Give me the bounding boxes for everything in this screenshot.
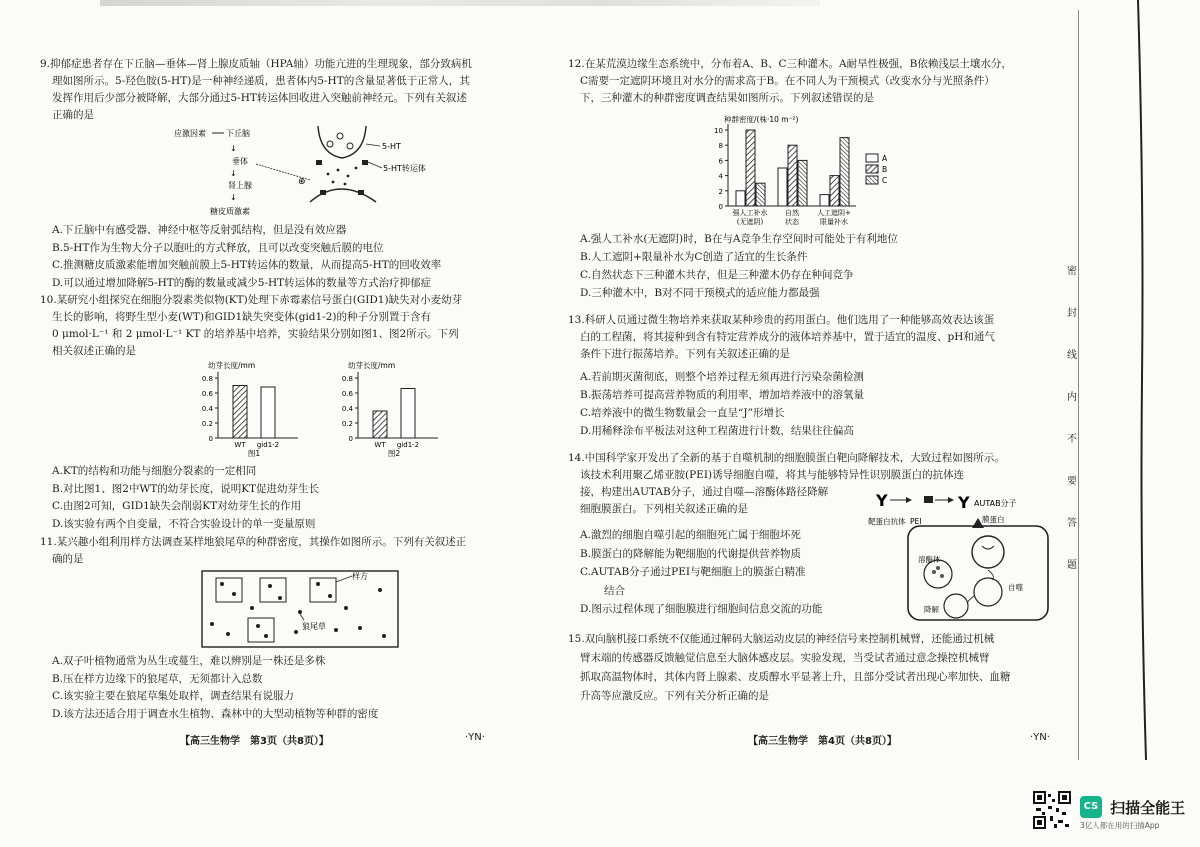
bar bbox=[830, 176, 839, 206]
sample-plot bbox=[202, 571, 398, 647]
label-membrane-protein: 膜蛋白 bbox=[982, 515, 1005, 524]
q13-stem-line: 条件下进行振荡培养。下列有关叙述正确的是 bbox=[580, 348, 790, 360]
chart-title: 图1 bbox=[247, 449, 261, 458]
option-a: A.下丘脑中有感受器、神经中枢等反射弧结构，但是没有效应器 bbox=[52, 224, 347, 236]
option-d: D.用稀释涂布平板法对这种工程菌进行计数，结果往往偏高 bbox=[580, 425, 854, 437]
q13-stem-line: 白的工程菌，将其接种到含有特定营养成分的液体培养基中，置于适宜的温度、pH和通气 bbox=[580, 331, 995, 343]
y-tick-label: 4 bbox=[718, 172, 723, 181]
y-tick-label: 0.6 bbox=[201, 390, 213, 398]
question-13 bbox=[568, 312, 1060, 363]
option-c: C.AUTAB分子通过PEI与靶细胞上的膜蛋白精准 bbox=[580, 566, 806, 578]
quadrat bbox=[260, 578, 286, 602]
q11-options bbox=[52, 653, 542, 723]
option-b: B.压在样方边缘下的狼尾草，无须都计入总数 bbox=[52, 672, 263, 685]
x-tick-label: 自然 bbox=[785, 209, 799, 217]
bar bbox=[788, 145, 797, 206]
y-tick-label: 0.2 bbox=[341, 420, 353, 428]
q12-stem-line: 12.在某荒漠边缘生态系统中，分布着A、B、C三种灌木。A耐旱性极强，B依赖浅层土壤水分， bbox=[568, 58, 1012, 70]
seal-char: 不 bbox=[1067, 434, 1077, 445]
bar bbox=[401, 389, 415, 439]
option-c: C.自然状态下三种灌木共存，但是三种灌木仍存在种间竞争 bbox=[580, 269, 854, 281]
bar bbox=[261, 387, 275, 438]
diagram-label-adrenal: 肾上腺 bbox=[228, 181, 252, 190]
bar bbox=[373, 411, 387, 438]
option-b: B.膜蛋白的降解能为靶细胞的代谢提供营养物质 bbox=[580, 547, 802, 560]
option-d: D.图示过程体现了细胞膜进行细胞间信息交流的功能 bbox=[580, 603, 823, 615]
brand-tagline: 3亿人都在用的扫描App bbox=[1080, 821, 1160, 830]
y-tick-label: 0.8 bbox=[341, 375, 353, 383]
question-10 bbox=[40, 292, 540, 360]
q12-stem-line: 下，三种灌木的种群密度调查结果如图所示。下列叙述错误的是 bbox=[580, 92, 874, 104]
y-tick-label: 0 bbox=[348, 435, 353, 443]
chart-figure-2 bbox=[320, 360, 450, 460]
bar bbox=[798, 160, 807, 206]
seal-char: 答 bbox=[1067, 518, 1077, 529]
diagram-label-transporter: 5-HT转运体 bbox=[383, 164, 426, 173]
option-d: D.该方法还适合用于调查水生植物、森林中的大型动植物等种群的密度 bbox=[52, 707, 379, 720]
q10-options bbox=[52, 463, 542, 533]
y-tick-label: 0.4 bbox=[201, 405, 213, 413]
y-axis-label: 幼芽长度/mm bbox=[348, 361, 396, 370]
label-quadrat: 样方 bbox=[352, 572, 368, 581]
seal-char: 封 bbox=[1067, 308, 1077, 319]
q14-stem-line: 细胞膜蛋白。下列相关叙述正确的是 bbox=[580, 503, 748, 515]
option-b: B.振荡培养可提高营养物质的利用率，增加培养液中的溶氧量 bbox=[580, 389, 865, 401]
bar bbox=[746, 130, 755, 206]
bar bbox=[840, 138, 849, 206]
option-c: C.培养液中的微生物数量会一直呈“J”形增长 bbox=[580, 407, 785, 419]
option-d: D.可以通过增加降解5-HT的酶的数量或减少5-HT转运体的数量等方式治疗抑郁症 bbox=[52, 276, 432, 289]
q14-stem-line: 14.中国科学家开发出了全新的基于自噬机制的细胞膜蛋白靶向降解技术，大致过程如图所示。 bbox=[568, 452, 1005, 464]
legend-label: C bbox=[882, 176, 888, 185]
y-tick-label: 0.6 bbox=[341, 390, 353, 398]
question-11 bbox=[40, 534, 540, 568]
svg-text:↓: ↓ bbox=[230, 193, 237, 202]
legend-label: B bbox=[882, 165, 888, 174]
q9-options bbox=[52, 222, 542, 292]
diagram-label-hypothalamus: 下丘脑 bbox=[226, 129, 250, 138]
x-tick-label: 状态 bbox=[785, 218, 799, 226]
bar bbox=[820, 195, 829, 206]
footer-tag: ·YN· bbox=[465, 732, 485, 743]
y-tick-label: 6 bbox=[718, 157, 723, 166]
svg-text:↓: ↓ bbox=[230, 144, 237, 153]
diagram-label-5ht: 5-HT bbox=[382, 142, 401, 151]
y-tick-label: 2 bbox=[718, 187, 723, 196]
option-d: D.该实验有两个自变量，不符合实验设计的单一变量原则 bbox=[52, 517, 316, 530]
brand-name: 扫描全能王 bbox=[1110, 798, 1186, 817]
chart-title: 图2 bbox=[387, 449, 401, 458]
binding-margin bbox=[1060, 0, 1200, 760]
y-tick-label: 0 bbox=[718, 203, 723, 211]
y-tick-label: 8 bbox=[718, 142, 723, 151]
q11-stem-line: 11.某兴趣小组利用样方法调查某样地狼尾草的种群密度，其操作如图所示。下列有关叙述正 bbox=[40, 536, 467, 548]
q15-stem-line: 升高等应激反应。下列有关分析正确的是 bbox=[580, 690, 769, 702]
label-lysosome: 溶酶体 bbox=[918, 555, 941, 564]
label-degrade: 降解 bbox=[924, 605, 939, 614]
q12-options bbox=[580, 230, 1060, 302]
option-d: D.三种灌木中，B对不同干预模式的适应能力都最强 bbox=[580, 287, 820, 299]
q13-stem-line: 13.科研人员通过微生物培养来获取某种珍贵的药用蛋白。他们选用了一种能够高效表达该蛋 bbox=[568, 314, 995, 326]
quadrat bbox=[310, 578, 336, 602]
page-footer: 【高三生物学 第3页（共8页）】 bbox=[180, 736, 329, 747]
legend-swatch bbox=[866, 165, 878, 173]
y-tick-label: 10 bbox=[714, 127, 723, 135]
bar bbox=[736, 191, 745, 206]
seal-line bbox=[1078, 10, 1079, 760]
label-pei: PEI bbox=[910, 517, 922, 526]
q14-options bbox=[580, 526, 880, 600]
q11-stem-line: 确的是 bbox=[52, 553, 84, 565]
q10-stem-line: 生长的影响，将野生型小麦(WT)和GID1缺失突变体(gid1-2)的种子分别置于含有 bbox=[52, 311, 432, 323]
chart-shrub-density bbox=[708, 114, 908, 234]
postsynaptic-membrane bbox=[310, 189, 376, 202]
legend-label: A bbox=[882, 154, 888, 163]
q15-stem-line: 抓取高温物体时，其体内肾上腺素、皮质醇水平显著上升，且部分受试者出现心率加快、血糖 bbox=[580, 671, 1011, 683]
x-tick-label: WT bbox=[374, 441, 386, 449]
camscanner-brand bbox=[1080, 796, 1185, 831]
svg-text:Y: Y bbox=[876, 494, 888, 510]
label-plant: 狼尾草 bbox=[302, 622, 326, 631]
qr-code-icon bbox=[1032, 790, 1072, 830]
page-footer: 【高三生物学 第4页（共8页）】 bbox=[748, 736, 897, 747]
option-a: A.强人工补水(无遮阴)时，B在与A竞争生存空间时可能处于有利地位 bbox=[580, 233, 898, 245]
binding-curve bbox=[1120, 0, 1180, 760]
seal-char: 要 bbox=[1067, 476, 1077, 487]
label-antibody: 靶蛋白抗体 bbox=[868, 517, 906, 526]
question-9 bbox=[40, 56, 540, 124]
bar bbox=[233, 386, 247, 439]
option-c: C.推测糖皮质激素能增加突触前膜上5-HT转运体的数量，从而提高5-HT的回收效率 bbox=[52, 259, 442, 271]
svg-text:↓: ↓ bbox=[230, 169, 237, 178]
q15-stem-line: 臂末端的传感器反馈触觉信息至大脑体感皮层。实验发现，当受试者通过意念操控机械臂 bbox=[580, 652, 990, 664]
svg-text:⊕: ⊕ bbox=[298, 177, 306, 187]
option-a: A.激烈的细胞自噬引起的细胞死亡属于细胞坏死 bbox=[580, 529, 801, 541]
y-tick-label: 0.2 bbox=[201, 420, 213, 428]
option-b: B.对比图1、图2中WT的幼芽长度，说明KT促进幼芽生长 bbox=[52, 482, 320, 495]
legend-swatch bbox=[866, 176, 878, 184]
y-axis-label: 种群密度/(株·10 m⁻²) bbox=[724, 115, 799, 124]
x-tick-label: 人工遮阴+ bbox=[817, 209, 851, 217]
option-b: B.人工遮阴+限量补水为C创造了适宜的生长条件 bbox=[580, 251, 808, 263]
bar bbox=[756, 183, 765, 206]
question-15 bbox=[568, 630, 1060, 706]
quadrat-diagram bbox=[200, 568, 450, 650]
svg-text:Y: Y bbox=[958, 494, 970, 512]
diagram-label-stress: 应激因素 bbox=[174, 129, 206, 138]
x-tick-label: gid1-2 bbox=[256, 441, 280, 449]
option-c: C.由图2可知，GID1缺失会削弱KT对幼芽生长的作用 bbox=[52, 500, 302, 512]
seal-char: 内 bbox=[1067, 392, 1077, 403]
q9-stem-line: 理如图所示。5-羟色胺(5-HT)是一种神经递质，患者体内5-HT的含量显著低于正常人，其 bbox=[52, 75, 470, 87]
option-a: A.KT的结构和功能与细胞分裂素的一定相同 bbox=[52, 465, 257, 477]
y-tick-label: 0 bbox=[208, 435, 213, 443]
y-tick-label: 0.4 bbox=[341, 405, 353, 413]
y-axis-label: 幼芽长度/mm bbox=[208, 361, 256, 370]
q10-stem-line: 10.某研究小组探究在细胞分裂素类似物(KT)处理下赤霉素信号蛋白(GID1)缺失对小麦幼芽 bbox=[40, 294, 463, 306]
legend-swatch bbox=[866, 154, 878, 162]
page-3 bbox=[40, 0, 540, 760]
seal-char: 题 bbox=[1067, 560, 1077, 571]
page-4 bbox=[568, 0, 1060, 760]
footer-tag: ·YN· bbox=[1030, 732, 1050, 743]
q15-stem-line: 15.双向脑机接口系统不仅能通过解码大脑运动皮层的神经信号来控制机械臂，还能通过机械 bbox=[568, 633, 995, 645]
x-tick-label: WT bbox=[234, 441, 246, 449]
option-c: C.该实验主要在狼尾草集处取样，调查结果有说服力 bbox=[52, 690, 294, 702]
option-c-cont: 结合 bbox=[604, 584, 625, 597]
q10-stem-line: 相关叙述正确的是 bbox=[52, 345, 136, 357]
q9-stem-line: 正确的是 bbox=[52, 109, 94, 121]
seal-char: 线 bbox=[1067, 350, 1077, 361]
chart-figure-1 bbox=[180, 360, 310, 460]
option-b: B.5-HT作为生物大分子以胞吐的方式释放，且可以改变突触后膜的电位 bbox=[52, 241, 384, 254]
label-autophagy: 自噬 bbox=[1008, 583, 1023, 592]
label-autab: AUTAB分子 bbox=[974, 499, 1017, 508]
question-12 bbox=[568, 56, 1060, 107]
q9-stem-line: 发挥作用后少部分被降解，大部分通过5-HT转运体回收进入突触前神经元。下列有关叙述 bbox=[52, 92, 467, 104]
quadrat bbox=[216, 578, 242, 602]
y-tick-label: 0.8 bbox=[201, 375, 213, 383]
hpa-axis-diagram bbox=[170, 124, 430, 219]
option-a: A.双子叶植物通常为丛生或蔓生，难以辨别是一株还是多株 bbox=[52, 655, 326, 667]
x-tick-label: gid1-2 bbox=[396, 441, 420, 449]
q14-stem-line: 该技术利用聚乙烯亚胺(PEI)诱导细胞自噬，将其与能够特异性识别膜蛋白的抗体连 bbox=[580, 469, 965, 481]
quadrat bbox=[248, 618, 274, 642]
q10-stem-line: 0 μmol·L⁻¹ 和 2 μmol·L⁻¹ KT 的培养基中培养，实验结果分别如图1、图2所示。下列 bbox=[52, 328, 459, 340]
q13-options bbox=[580, 368, 1060, 440]
q9-stem-line: 9.抑郁症患者存在下丘脑—垂体—肾上腺皮质轴（HPA轴）功能亢进的生理现象，部分致病机 bbox=[40, 58, 472, 70]
q12-stem-line: C需要一定遮阴环境且对水分的需求高于B。在不同人为干预模式（改变水分与光照条件） bbox=[580, 75, 995, 87]
q14-stem-line: 接，构建出AUTAB分子，通过自噬—溶酶体路径降解 bbox=[580, 486, 829, 498]
camscanner-logo-icon: CS bbox=[1080, 796, 1102, 818]
option-a: A.若前期灭菌彻底，则整个培养过程无须再进行污染杂菌检测 bbox=[580, 371, 864, 383]
diagram-label-glucocorticoid: 糖皮质激素 bbox=[210, 207, 250, 216]
diagram-label-pituitary: 垂体 bbox=[232, 157, 248, 166]
seal-char: 密 bbox=[1067, 266, 1077, 277]
x-tick-label: 强人工补水 bbox=[732, 209, 768, 217]
bar bbox=[778, 168, 787, 206]
x-tick-label: 限量补水 bbox=[820, 218, 848, 226]
presynaptic-terminal bbox=[318, 126, 366, 158]
x-tick-label: (无遮阴) bbox=[736, 218, 764, 226]
